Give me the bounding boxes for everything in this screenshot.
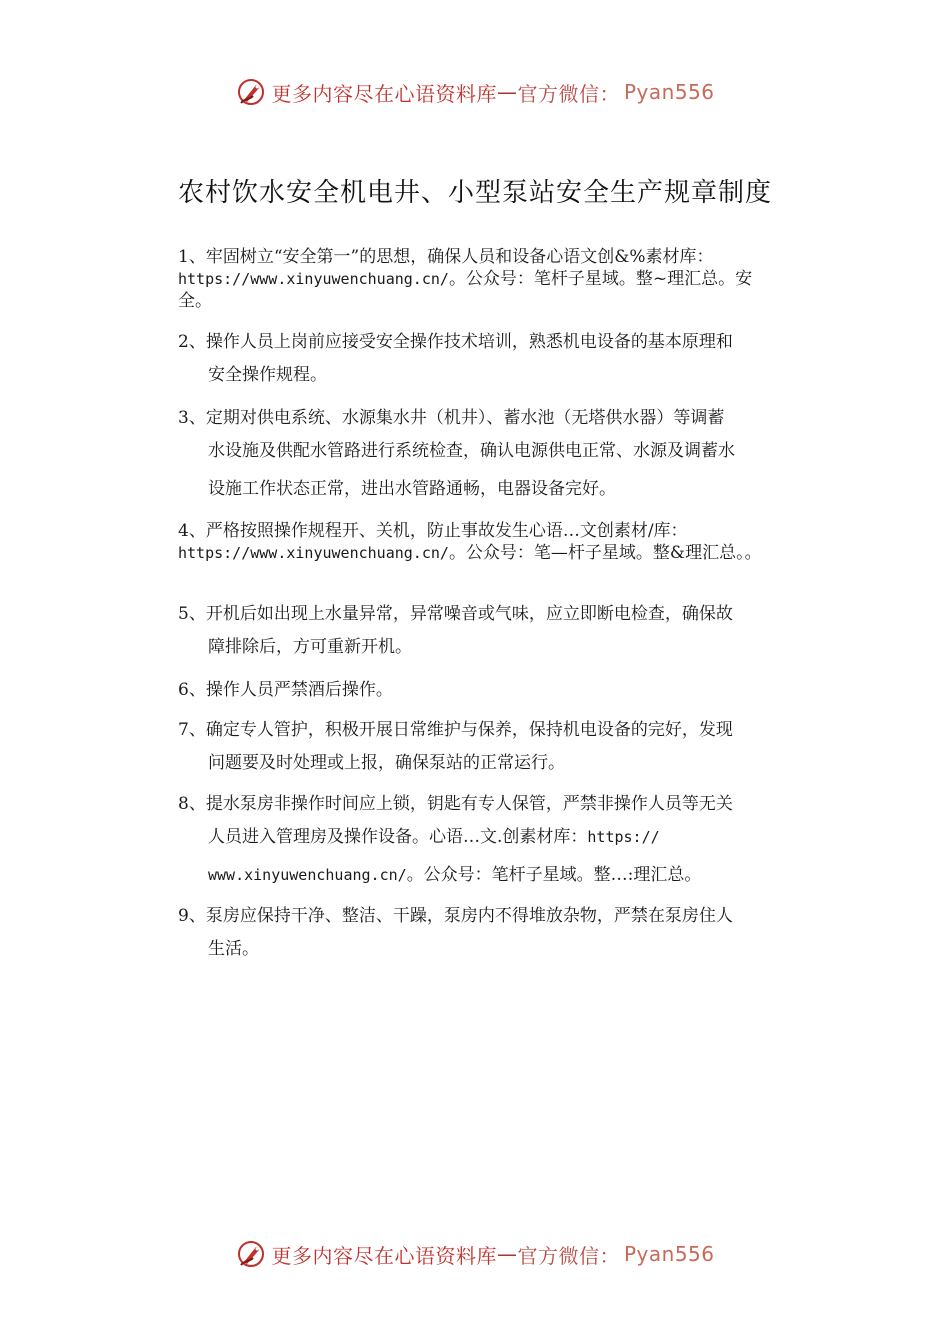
item-number: 3、	[178, 408, 206, 428]
item-number: 8、	[178, 794, 206, 814]
item-text: 牢固树立“安全第一”的思想，确保人员和设备心语文创&%素材库：	[205, 247, 714, 267]
list-item	[178, 404, 818, 508]
item-text: 操作人员严禁酒后操作。	[205, 680, 393, 700]
item-text: 障排除后，方可重新开机。	[208, 637, 412, 657]
item-text: 操作人员上岗前应接受安全操作技术培训，熟悉机电设备的基本原理和	[205, 332, 733, 352]
item-text: 。公众号：笔—杆子星域。整&理汇总。。	[448, 543, 762, 563]
list-item	[178, 676, 818, 704]
pen-nib-logo-icon	[235, 1238, 267, 1270]
item-number: 7、	[178, 720, 206, 740]
item-text: 生活。	[208, 939, 259, 959]
banner-slogan: 更多内容尽在心语资料库	[271, 1243, 497, 1268]
item-text: 开机后如出现上水量异常，异常噪音或气味，应立即断电检查，确保故	[205, 604, 733, 624]
item-number: 9、	[178, 906, 206, 926]
item-url: https://	[587, 828, 660, 846]
list-item	[178, 246, 818, 312]
banner-wechat-id: Pyan556	[623, 80, 715, 104]
item-text: 严格按照操作规程开、关机，防止事故发生心语…文创素材/库：	[205, 521, 688, 541]
item-text: 提水泵房非操作时间应上锁，钥匙有专人保管，严禁非操作人员等无关	[205, 794, 733, 814]
item-number: 6、	[178, 680, 206, 700]
list-item	[178, 716, 818, 782]
pen-nib-logo-icon	[235, 76, 267, 108]
item-text: 泵房应保持干净、整洁、干躁，泵房内不得堆放杂物，严禁在泵房住人	[205, 906, 733, 926]
item-text: 确定专人管护，积极开展日常维护与保养，保持机电设备的完好，发现	[205, 720, 733, 740]
banner-wechat-id: Pyan556	[623, 1242, 715, 1266]
item-text: 问题要及时处理或上报，确保泵站的正常运行。	[208, 753, 565, 773]
banner-separator: —	[496, 1242, 518, 1266]
item-text: 定期对供电系统、水源集水井（机井）、蓄水池（无塔供水器）等调蓄	[205, 408, 725, 428]
item-url: www.xinyuwenchuang.cn/	[208, 866, 407, 884]
item-text: 。公众号：笔杆子星域。整~理汇总。安	[448, 269, 753, 289]
item-url: https://www.xinyuwenchuang.cn/	[178, 270, 449, 288]
document-body	[178, 228, 818, 968]
item-text: 水设施及供配水管路进行系统检查，确认电源供电正常、水源及调蓄水	[208, 441, 735, 461]
list-item	[178, 790, 818, 894]
header-banner	[0, 72, 950, 112]
item-text: 全。	[178, 291, 212, 311]
banner-separator: —	[496, 80, 518, 104]
item-number: 1、	[178, 247, 206, 267]
banner-wechat-label: 官方微信：	[517, 81, 620, 106]
item-number: 4、	[178, 521, 206, 541]
banner-wechat-label: 官方微信：	[517, 1243, 620, 1268]
item-number: 2、	[178, 332, 206, 352]
item-text: 安全操作规程。	[208, 365, 327, 385]
list-item	[178, 328, 818, 394]
banner-slogan: 更多内容尽在心语资料库	[271, 81, 497, 106]
item-text: 人员进入管理房及操作设备。心语…文.创素材库：	[208, 827, 588, 847]
list-item	[178, 520, 818, 564]
document-title: 农村饮水安全机电井、小型泵站安全生产规章制度	[177, 178, 772, 208]
item-text: 。公众号：笔杆子星域。整…:理汇总。	[406, 865, 702, 885]
list-item	[178, 902, 818, 968]
item-number: 5、	[178, 604, 206, 624]
item-url: https://www.xinyuwenchuang.cn/	[178, 544, 449, 562]
item-text: 设施工作状态正常，进出水管路通畅，电器设备完好。	[208, 479, 616, 499]
list-item	[178, 600, 818, 666]
footer-banner	[0, 1234, 950, 1274]
